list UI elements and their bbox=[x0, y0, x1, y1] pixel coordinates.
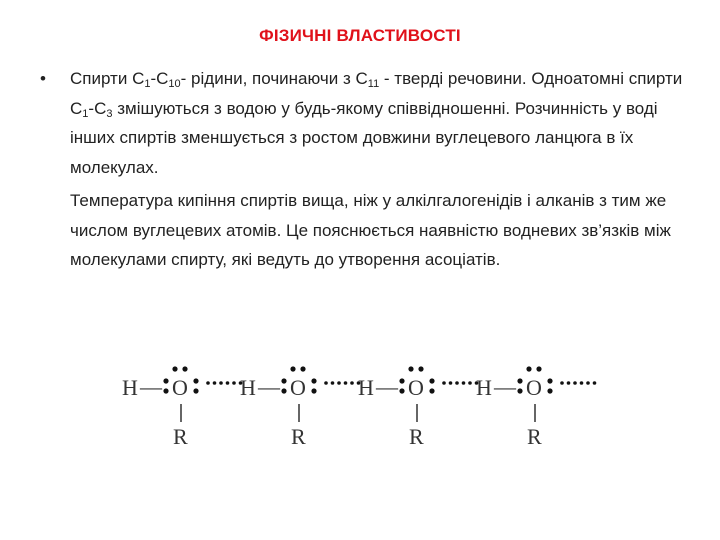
oxygen-atom: O bbox=[290, 375, 306, 400]
lone-pair-dot bbox=[547, 378, 552, 383]
text-run: - тверді речовини. Одноатомні спирти С bbox=[70, 69, 683, 118]
hydrogen-atom: H bbox=[240, 375, 256, 400]
lone-pair-dot bbox=[163, 378, 168, 383]
radical-r: R bbox=[409, 424, 424, 449]
covalent-bond: — bbox=[140, 374, 162, 399]
covalent-bond: — bbox=[258, 374, 280, 399]
radical-r: R bbox=[173, 424, 188, 449]
text-run: Спирти С bbox=[70, 69, 145, 88]
lone-pair-dot bbox=[172, 366, 177, 371]
lone-pair-dot bbox=[290, 366, 295, 371]
hydrogen-bond-dot bbox=[226, 381, 230, 385]
hydrogen-bond-dot bbox=[593, 381, 597, 385]
hydrogen-bond-dot bbox=[324, 381, 328, 385]
lone-pair-dot bbox=[429, 378, 434, 383]
oxygen-atom: O bbox=[172, 375, 188, 400]
hydrogen-bond-dot bbox=[567, 381, 571, 385]
paragraph-boiling-point: Температура кипіння спиртів вища, ніж у алкілгалогенідів і алканів з тим же числом вуглецевих атомів. Це пояснюється наявністю водневих зв’язків між молекулами спирту, які ведуть до утворення асоціатів. bbox=[70, 191, 671, 269]
subscript: 1 bbox=[82, 107, 89, 120]
lone-pair-dot bbox=[429, 388, 434, 393]
hydrogen-bond-dot bbox=[455, 381, 459, 385]
subscript: 11 bbox=[367, 78, 380, 90]
text-run: -С bbox=[150, 69, 169, 88]
lone-pair-dot bbox=[408, 366, 413, 371]
hydrogen-bond-dot bbox=[449, 381, 453, 385]
hydrogen-bond-dot bbox=[213, 381, 217, 385]
hydrogen-bond-dot bbox=[337, 381, 341, 385]
hydrogen-bond-dot bbox=[442, 381, 446, 385]
lone-pair-dot bbox=[281, 388, 286, 393]
hydrogen-bond-dot bbox=[573, 381, 577, 385]
lone-pair-dot bbox=[193, 388, 198, 393]
hydrogen-bond-dot bbox=[344, 381, 348, 385]
text-run: -С bbox=[88, 98, 107, 118]
hydrogen-bond-dot bbox=[560, 381, 564, 385]
lone-pair-dot bbox=[536, 366, 541, 371]
lone-pair-dot bbox=[311, 378, 316, 383]
hydrogen-atom: H bbox=[358, 375, 374, 400]
lone-pair-dot bbox=[281, 378, 286, 383]
lone-pair-dot bbox=[311, 388, 316, 393]
lone-pair-dot bbox=[517, 388, 522, 393]
hydrogen-atom: H bbox=[476, 375, 492, 400]
hydrogen-atom: H bbox=[122, 375, 138, 400]
hydrogen-bond-dot bbox=[586, 381, 590, 385]
lone-pair-dot bbox=[399, 388, 404, 393]
slide-title: ФІЗИЧНІ ВЛАСТИВОСТІ bbox=[259, 26, 461, 45]
lone-pair-dot bbox=[526, 366, 531, 371]
bullet-marker: • bbox=[40, 69, 46, 88]
hydrogen-bond-dot bbox=[331, 381, 335, 385]
lone-pair-dot bbox=[547, 388, 552, 393]
hydrogen-bond-dot bbox=[468, 381, 472, 385]
bullet-block bbox=[40, 64, 700, 275]
lone-pair-dot bbox=[182, 366, 187, 371]
hydrogen-bond-svg bbox=[110, 358, 610, 458]
lone-pair-dot bbox=[193, 378, 198, 383]
radical-r: R bbox=[291, 424, 306, 449]
hydrogen-bond-dot bbox=[232, 381, 236, 385]
lone-pair-dot bbox=[418, 366, 423, 371]
paragraph-solubility bbox=[70, 64, 700, 182]
covalent-bond: — bbox=[494, 374, 516, 399]
text-run: змішуються з водою у будь-якому співвідношенні. Розчинність у воді інших спиртів зменшується з ростом довжини вуглецевого ланцюга в їх молекулах. bbox=[70, 98, 658, 177]
lone-pair-dot bbox=[300, 366, 305, 371]
lone-pair-dot bbox=[163, 388, 168, 393]
hydrogen-bond-dot bbox=[462, 381, 466, 385]
subscript: 1 bbox=[144, 78, 151, 90]
subscript: 3 bbox=[106, 107, 113, 120]
subscript: 10 bbox=[168, 78, 181, 90]
hydrogen-bond-dot bbox=[219, 381, 223, 385]
text-run: - рідини, починаючи з С bbox=[180, 69, 368, 88]
lone-pair-dot bbox=[517, 378, 522, 383]
lone-pair-dot bbox=[399, 378, 404, 383]
hydrogen-bond-dot bbox=[580, 381, 584, 385]
hydrogen-bond-dot bbox=[206, 381, 210, 385]
covalent-bond: — bbox=[376, 374, 398, 399]
oxygen-atom: O bbox=[526, 375, 542, 400]
hydrogen-bond-diagram bbox=[110, 358, 610, 458]
oxygen-atom: O bbox=[408, 375, 424, 400]
hydrogen-bond-dot bbox=[350, 381, 354, 385]
radical-r: R bbox=[527, 424, 542, 449]
